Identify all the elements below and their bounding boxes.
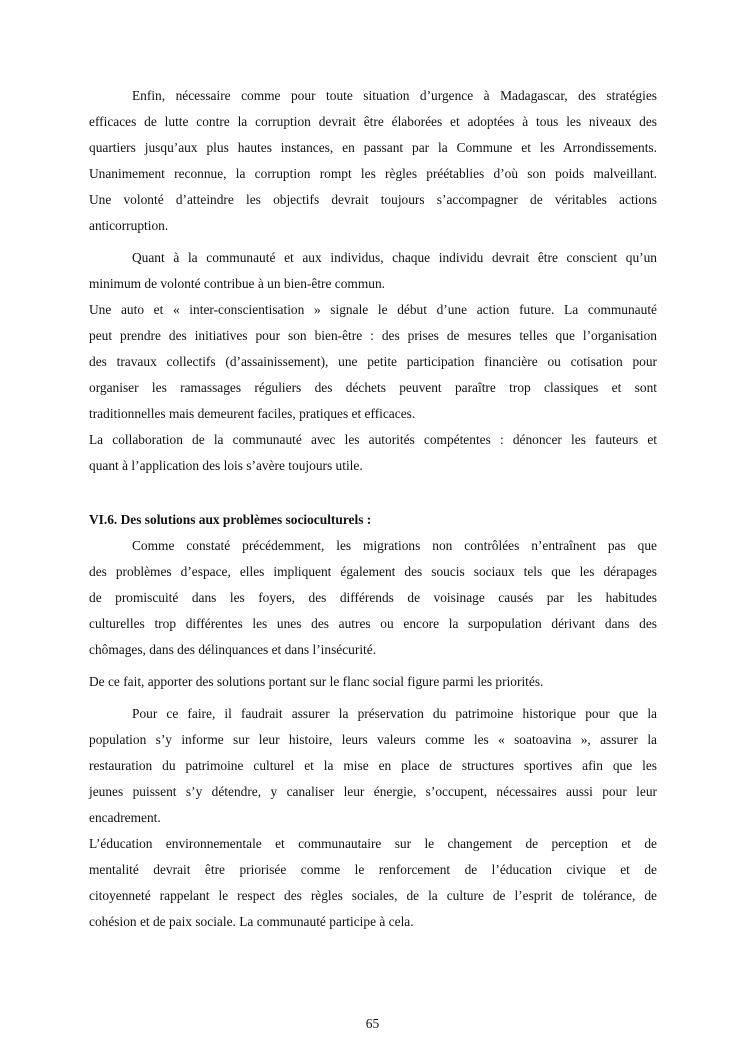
text-line: organiser les ramassages réguliers des déchets peuvent paraître trop classiques et sont xyxy=(89,380,657,395)
page-number: 65 xyxy=(365,1016,380,1031)
paragraph-heritage xyxy=(89,701,657,935)
text-line: anticorruption. xyxy=(89,218,169,233)
text-line: L’éducation environnementale et communautaire sur le changement de perception et de xyxy=(89,836,657,851)
text-line: quant à l’application des lois s’avère toujours utile. xyxy=(89,458,363,473)
document-body xyxy=(89,83,657,935)
text-line: jeunes puissent s’y détendre, y canaliser leur énergie, s’occupent, nécessaires aussi pour leur xyxy=(89,784,657,799)
text-line: Unanimement reconnue, la corruption rompt les règles préétablies d’où son poids malveillant. xyxy=(89,166,657,181)
text-line: efficaces de lutte contre la corruption devrait être élaborées et adoptées à tous les niveaux des xyxy=(89,114,657,129)
text-line: des problèmes d’espace, elles impliquent également des soucis sociaux tels que les dérapages xyxy=(89,564,657,579)
text-line: quartiers jusqu’aux plus hautes instances, en passant par la Commune et les Arrondissements. xyxy=(89,140,657,155)
text-line: Une auto et « inter-conscientisation » signale le début d’une action future. La communauté xyxy=(89,302,657,317)
text-line: citoyenneté rappelant le respect des règles sociales, de la culture de l’esprit de tolérance, de xyxy=(89,888,657,903)
text-line: encadrement. xyxy=(89,810,161,825)
text-line: Pour ce faire, il faudrait assurer la préservation du patrimoine historique pour que la xyxy=(132,706,657,721)
text-line: chômages, dans des délinquances et dans l’insécurité. xyxy=(89,642,377,657)
text-line: culturelles trop différentes les unes des autres ou encore la surpopulation dérivant dans des xyxy=(89,616,657,631)
text-line: Comme constaté précédemment, les migrations non contrôlées n’entraînent pas que xyxy=(132,538,657,553)
text-line: des travaux collectifs (d’assainissement), une petite participation financière ou cotisation pour xyxy=(89,354,657,369)
paragraph-community xyxy=(89,245,657,479)
section-heading: VI.6. Des solutions aux problèmes socioculturels : xyxy=(89,512,372,527)
paragraph-priorities xyxy=(89,669,657,695)
text-line: De ce fait, apporter des solutions portant sur le flanc social figure parmi les priorités. xyxy=(89,674,544,689)
paragraph-corruption xyxy=(89,83,657,239)
text-line: La collaboration de la communauté avec les autorités compétentes : dénoncer les fauteurs et xyxy=(89,432,657,447)
text-line: Quant à la communauté et aux individus, chaque individu devrait être conscient qu’un xyxy=(132,250,657,265)
text-line: minimum de volonté contribue à un bien-être commun. xyxy=(89,276,386,291)
text-line: traditionnelles mais demeurent faciles, pratiques et efficaces. xyxy=(89,406,416,421)
text-line: Une volonté d’atteindre les objectifs devrait toujours s’accompagner de véritables actions xyxy=(89,192,657,207)
text-line: cohésion et de paix sociale. La communauté participe à cela. xyxy=(89,914,414,929)
text-line: population s’y informe sur leur histoire, leurs valeurs comme les « soatoavina », assurer la xyxy=(89,732,657,747)
text-line: mentalité devrait être priorisée comme le renforcement de l’éducation civique et de xyxy=(89,862,657,877)
text-line: peut prendre des initiatives pour son bien-être : des prises de mesures telles que l’organisation xyxy=(89,328,657,343)
paragraph-migrations xyxy=(89,533,657,663)
text-line: restauration du patrimoine culturel et la mise en place de structures sportives afin que les xyxy=(89,758,657,773)
text-line: Enfin, nécessaire comme pour toute situation d’urgence à Madagascar, des stratégies xyxy=(132,88,657,103)
text-line: de promiscuité dans les foyers, des différends de voisinage causés par les habitudes xyxy=(89,590,657,605)
